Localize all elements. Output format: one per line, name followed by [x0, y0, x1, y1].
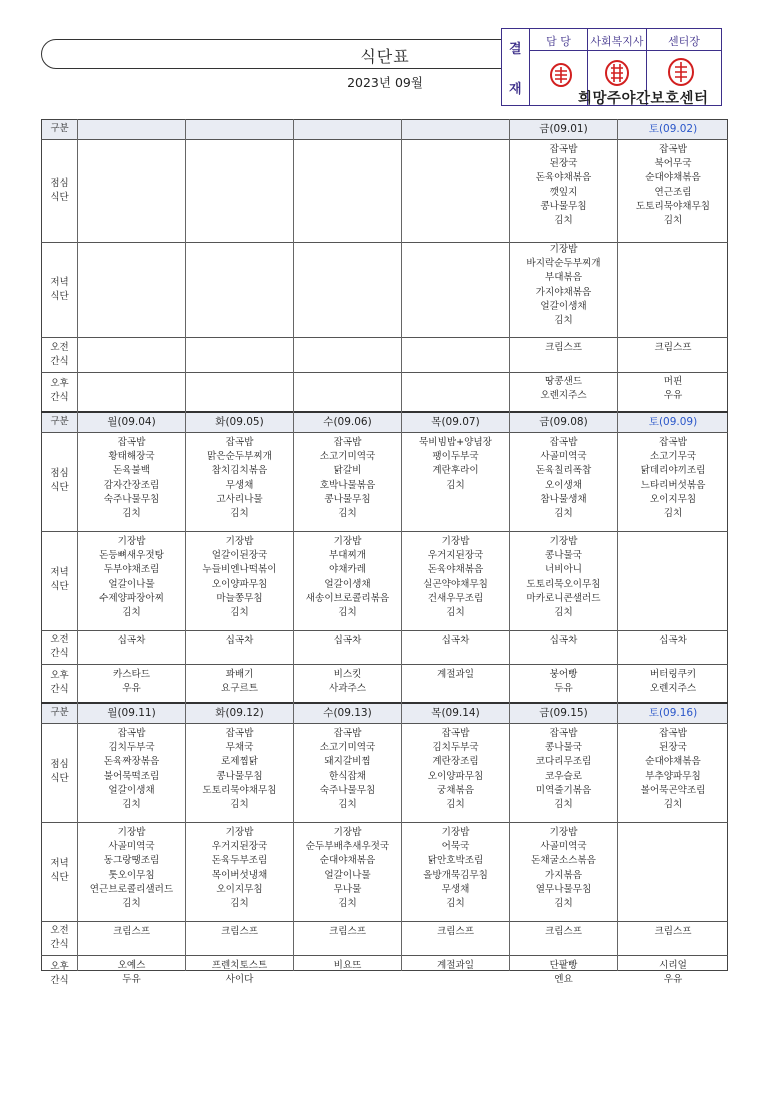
pm-snack-cell: 카스타드 우유: [112, 669, 151, 695]
center-name: 희망주야간보호센터: [578, 91, 709, 107]
am-snack-cell: 십곡차: [441, 635, 470, 646]
am-snack-cell: 십곡차: [225, 635, 254, 646]
row-label-dinner: 저녁 식단: [50, 567, 69, 592]
lunch-cell: 묵비빔밥+양념장 팽이두부국 계란후라이 김치: [419, 437, 492, 491]
lunch-cell: 잡곡밥 황태해장국 돈육불백 감자간장조림 숙주나물무침 김치: [103, 437, 160, 520]
dinner-cell: 기장밥 어묵국 닭안호박조림 올방개묵김무침 무생채 김치: [423, 827, 488, 910]
lunch-cell: 잡곡밥 북어무국 순대야채볶음 연근조림 도토리묵야채무침 김치: [635, 144, 711, 227]
seal-stamp-icon: [604, 59, 630, 87]
day-header: 화(09.05): [215, 416, 264, 428]
approval-head-social-worker: 사회복지사: [590, 35, 644, 48]
day-header: 수(09.13): [323, 707, 372, 719]
lunch-cell: 잡곡밥 된장국 순대야채볶음 부추양파무침 볼어묵곤약조림 김치: [640, 728, 706, 811]
am-snack-cell: 크림스프: [544, 926, 583, 937]
dinner-cell: 기장밥 바지락순두부찌개 부대볶음 가지야채볶음 얼갈이생채 김치: [526, 244, 601, 327]
am-snack-cell: 크림스프: [436, 926, 475, 937]
row-label-lunch: 점심 식단: [50, 178, 69, 203]
month-label: 2023년 09월: [347, 75, 423, 90]
am-snack-cell: 크림스프: [544, 342, 583, 353]
approval-side-bottom: 재: [509, 82, 522, 97]
day-header: 월(09.04): [107, 416, 156, 428]
am-snack-cell: 십곡차: [549, 635, 578, 646]
row-label-lunch: 점심 식단: [50, 468, 69, 493]
row-label-dinner: 저녁 식단: [50, 858, 69, 883]
lunch-cell: 잡곡밥 무채국 로제찜닭 콩나물무침 도토리묵야채무침 김치: [202, 728, 277, 811]
pm-snack-cell: 계절과일: [436, 669, 475, 680]
day-header-saturday: 토(09.02): [648, 123, 698, 135]
dinner-cell: 기장밥 얼갈이된장국 누들비엔나떡볶이 오이양파무침 마늘쫑무침 김치: [202, 536, 277, 619]
pm-snack-cell: 프렌치토스트 사이다: [211, 960, 268, 986]
dinner-cell: 기장밥 콩나물국 너비아니 도토리묵오이무침 마카로니콘샐러드 김치: [526, 536, 601, 619]
am-snack-cell: 크림스프: [220, 926, 259, 937]
day-header: 월(09.11): [107, 707, 156, 719]
pm-snack-cell: 오예스 두유: [117, 960, 146, 986]
day-header: 금(09.01): [539, 123, 588, 135]
lunch-cell: 잡곡밥 소고기무국 닭데리야끼조림 느타리버섯볶음 오이지무침 김치: [640, 437, 706, 520]
am-snack-cell: 크림스프: [328, 926, 367, 937]
row-label-lunch: 점심 식단: [50, 759, 69, 784]
approval-side-top: 결: [509, 42, 522, 57]
day-header: 목(09.14): [431, 707, 480, 719]
pm-snack-cell: 땅콩샌드 오렌지주스: [540, 376, 587, 402]
row-label-category: 구분: [50, 123, 69, 134]
dinner-cell: 기장밥 돈등뼈새우젓탕 두부야채조림 얼갈이나물 수제양파장아찌 김치: [99, 536, 164, 619]
dinner-cell: 기장밥 부대찌개 야채카레 얼갈이생채 새송이브로콜리볶음 김치: [305, 536, 390, 619]
day-header: 수(09.06): [323, 416, 372, 428]
pm-snack-cell: 버터링쿠키 오렌지주스: [649, 669, 697, 695]
page-title: 식단표: [360, 47, 410, 66]
row-label-category: 구분: [50, 707, 69, 718]
row-label-am-snack: 오전 간식: [50, 925, 69, 950]
day-header-saturday: 토(09.09): [648, 416, 698, 428]
am-snack-cell: 크림스프: [112, 926, 151, 937]
row-label-dinner: 저녁 식단: [50, 277, 69, 302]
row-label-am-snack: 오전 간식: [50, 342, 69, 367]
dinner-cell: 기장밥 우거지된장국 돈육두부조림 목이버섯냉채 오이지무침 김치: [211, 827, 268, 910]
row-label-am-snack: 오전 간식: [50, 634, 69, 659]
pm-snack-cell: 꽈배기 요구르트: [220, 669, 259, 695]
dinner-cell: 기장밥 사골미역국 동그랑땡조림 톳오이무침 연근브로콜리샐러드 김치: [89, 827, 174, 910]
day-header: 금(09.15): [539, 707, 588, 719]
am-snack-cell: 십곡차: [333, 635, 362, 646]
lunch-cell: 잡곡밥 사골미역국 돈육칠리폭찹 오이생채 참나물생채 김치: [535, 437, 592, 520]
approval-head-staff: 담 당: [546, 35, 571, 48]
pm-snack-cell: 비스킷 사과주스: [328, 669, 367, 695]
approval-head-director: 센터장: [668, 35, 700, 48]
row-label-pm-snack: 오후 간식: [50, 961, 69, 986]
day-header: 목(09.07): [431, 416, 480, 428]
am-snack-cell: 크림스프: [654, 926, 692, 937]
dinner-cell: 기장밥 순두부배추새우젓국 순대야채볶음 얼갈이나물 무나물 김치: [305, 827, 390, 910]
lunch-cell: 잡곡밥 맑은순두부찌개 참치김치볶음 무생채 고사리나물 김치: [207, 437, 272, 520]
am-snack-cell: 십곡차: [659, 635, 687, 646]
day-header-saturday: 토(09.16): [648, 707, 698, 719]
am-snack-cell: 크림스프: [654, 342, 692, 353]
row-label-pm-snack: 오후 간식: [50, 378, 69, 403]
am-snack-cell: 십곡차: [117, 635, 146, 646]
pm-snack-cell: 시리얼 우유: [659, 960, 687, 986]
seal-stamp-icon: [549, 62, 573, 88]
lunch-cell: 잡곡밥 콩나물국 코다리무조림 코우슬로 미역줄기볶음 김치: [535, 728, 592, 811]
day-header: 금(09.08): [539, 416, 588, 428]
row-label-category: 구분: [50, 416, 69, 427]
pm-snack-cell: 비요뜨: [333, 960, 362, 971]
lunch-cell: 잡곡밥 소고기미역국 돼지갈비찜 한식잡채 숙주나물무침 김치: [319, 728, 376, 811]
dinner-cell: 기장밥 사골미역국 돈채굴소스볶음 가지볶음 열무나물무침 김치: [531, 827, 596, 910]
dinner-cell: 기장밥 우거지된장국 돈육야채볶음 실곤약야채무침 건새우무조림 김치: [423, 536, 488, 619]
day-header: 화(09.12): [215, 707, 264, 719]
pm-snack-cell: 붕어빵 두유: [549, 669, 578, 695]
pm-snack-cell: 단팥빵 엔요: [549, 960, 578, 986]
lunch-cell: 잡곡밥 된장국 돈육야채볶음 깻잎지 콩나물무침 김치: [535, 144, 592, 227]
row-label-pm-snack: 오후 간식: [50, 670, 69, 695]
pm-snack-cell: 머핀 우유: [663, 376, 683, 402]
lunch-cell: 잡곡밥 소고기미역국 닭갈비 호박나물볶음 콩나물무침 김치: [319, 437, 376, 520]
seal-stamp-icon: [667, 57, 695, 87]
pm-snack-cell: 계절과일: [436, 960, 475, 971]
lunch-cell: 잡곡밥 김치두부국 계란장조림 오이양파무침 궁채볶음 김치: [427, 728, 484, 811]
lunch-cell: 잡곡밥 김치두부국 돈육짜장볶음 불어묵떡조림 얼갈이생채 김치: [103, 728, 160, 811]
